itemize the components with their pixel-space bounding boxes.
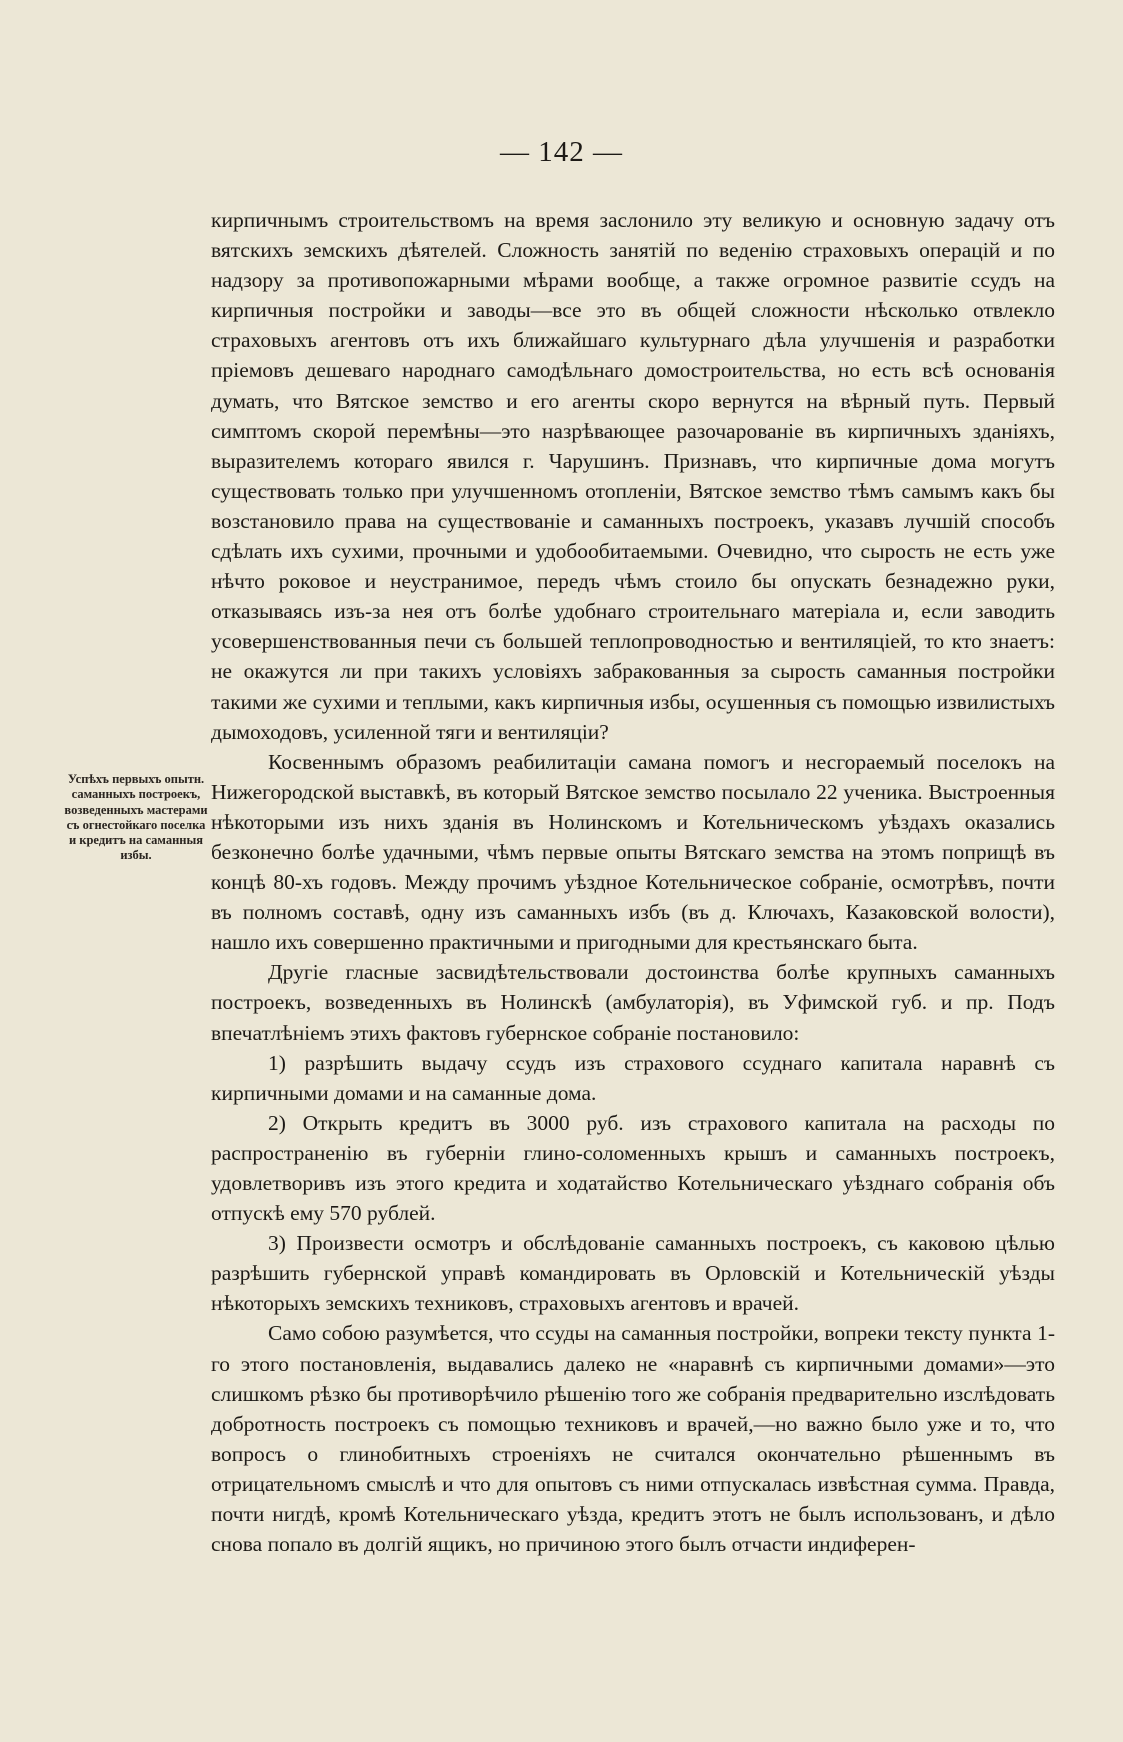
paragraph-2: Косвеннымъ образомъ реабилитаціи самана помогъ и несгораемый поселокъ на Нижегородской выставкѣ, въ который Вятское земство посылало 22 ученика. Выстроенныя нѣкоторыми изъ нихъ зданія въ Нолинскомъ и Котельническомъ уѣздахъ оказались безконечно болѣе удачными, чѣмъ первые опыты Вятскаго земства на этомъ поприщѣ въ концѣ 80-хъ годовъ. Между прочимъ уѣздное Котельническое собраніе, осмотрѣвъ, почти въ полномъ составѣ, одну изъ саманныхъ избъ (въ д. Ключахъ, Казаковской волости), нашло ихъ совершенно практичными и пригодными для крестьянскаго быта. (211, 749, 1055, 955)
paragraph-4: 1) разрѣшить выдачу ссудъ изъ страхового ссуднаго капитала наравнѣ съ кирпичными домами и на саманные дома. (211, 1050, 1055, 1105)
body-text (211, 205, 1055, 1559)
paragraph-1: кирпичнымъ строительствомъ на время заслонило эту великую и основную задачу отъ вятскихъ земскихъ дѣятелей. Сложность занятій по веденію страховыхъ операцій и по надзору за противопожарными мѣрами вообще, а также огромное развитіе ссудъ на кирпичныя постройки и заводы—все это въ общей сложности нѣсколько отвлекло страховыхъ агентовъ отъ ихъ ближайшаго культурнаго дѣла улучшенія и разработки пріемовъ дешеваго народнаго самодѣльнаго домостроительства, но есть всѣ основанія думать, что Вятское земство и его агенты скоро вернутся на вѣрный путь. Первый симптомъ скорой перемѣны—это назрѣвающее разочарованіе въ кирпичныхъ зданіяхъ, выразителемъ котораго явился г. Чарушинъ. Признавъ, что кирпичные дома могутъ существовать только при улучшенномъ отопленіи, Вятское земство тѣмъ самымъ какъ бы возстановило права на существованіе и саманныхъ построекъ, указавъ лучшій способъ сдѣлать ихъ сухими, прочными и удобообитаемыми. Очевидно, что сырость не есть уже нѣчто роковое и неустранимое, передъ чѣмъ стоило бы опускать безнадежно руки, отказываясь изъ-за нея отъ болѣе удобнаго строительнаго матеріала и, если заводить усовершенствованныя печи съ большей теплопроводностью и вентиляціей, то кто знаетъ: не окажутся ли при такихъ условіяхъ забракованныя за сырость саманныя постройки такими же сухими и теплыми, какъ кирпичныя избы, осушенныя съ помощью извилистыхъ дымоходовъ, усиленной тяги и вентиляціи? (211, 208, 1055, 744)
paragraph-5: 2) Открыть кредитъ въ 3000 руб. изъ страхового капитала на расходы по распространенію въ губерніи глино-соломенныхъ крышъ и саманныхъ построекъ, удовлетворивъ изъ этого кредита и ходатайство Котельническаго уѣзднаго собранія объ отпускѣ ему 570 рублей. (211, 1110, 1055, 1226)
paragraph-3: Другіе гласные засвидѣтельствовали достоинства болѣе крупныхъ саманныхъ построекъ, возведенныхъ въ Нолинскѣ (амбулаторія), въ Уфимской губ. и пр. Подъ впечатлѣніемъ этихъ фактовъ губернское собраніе постановило: (211, 960, 1055, 1045)
paragraph-7: Само собою разумѣется, что ссуды на саманныя постройки, вопреки тексту пункта 1-го этого постановленія, выдавались далеко не «наравнѣ съ кирпичными домами»—это слишкомъ рѣзко бы противорѣчило рѣшенію того же собранія предварительно изслѣдовать добротность построекъ съ помощью техниковъ и врачей,—но важно было уже и то, что вопросъ о глинобитныхъ строеніяхъ не считался окончательно рѣшеннымъ въ отрицательномъ смыслѣ и что для опытовъ съ ними отпускалась извѣстная сумма. Правда, почти нигдѣ, кромѣ Котельническаго уѣзда, кредитъ этотъ не былъ использованъ, и дѣло снова попало въ долгій ящикъ, но причиною этого былъ отчасти индиферен- (211, 1321, 1055, 1557)
paragraph-6: 3) Произвести осмотръ и обслѣдованіе саманныхъ построекъ, съ каковою цѣлью разрѣшить губернской управѣ командировать въ Орловскій и Котельническій уѣзды нѣкоторыхъ земскихъ техниковъ, страховыхъ агентовъ и врачей. (211, 1231, 1055, 1316)
margin-note: Успѣхъ первыхъ опытн. саманныхъ построекъ, возведенныхъ мастерами съ огнестойкаго поселка и кредитъ на саманныя избы. (64, 772, 208, 863)
page-number: — 142 — (500, 136, 623, 168)
